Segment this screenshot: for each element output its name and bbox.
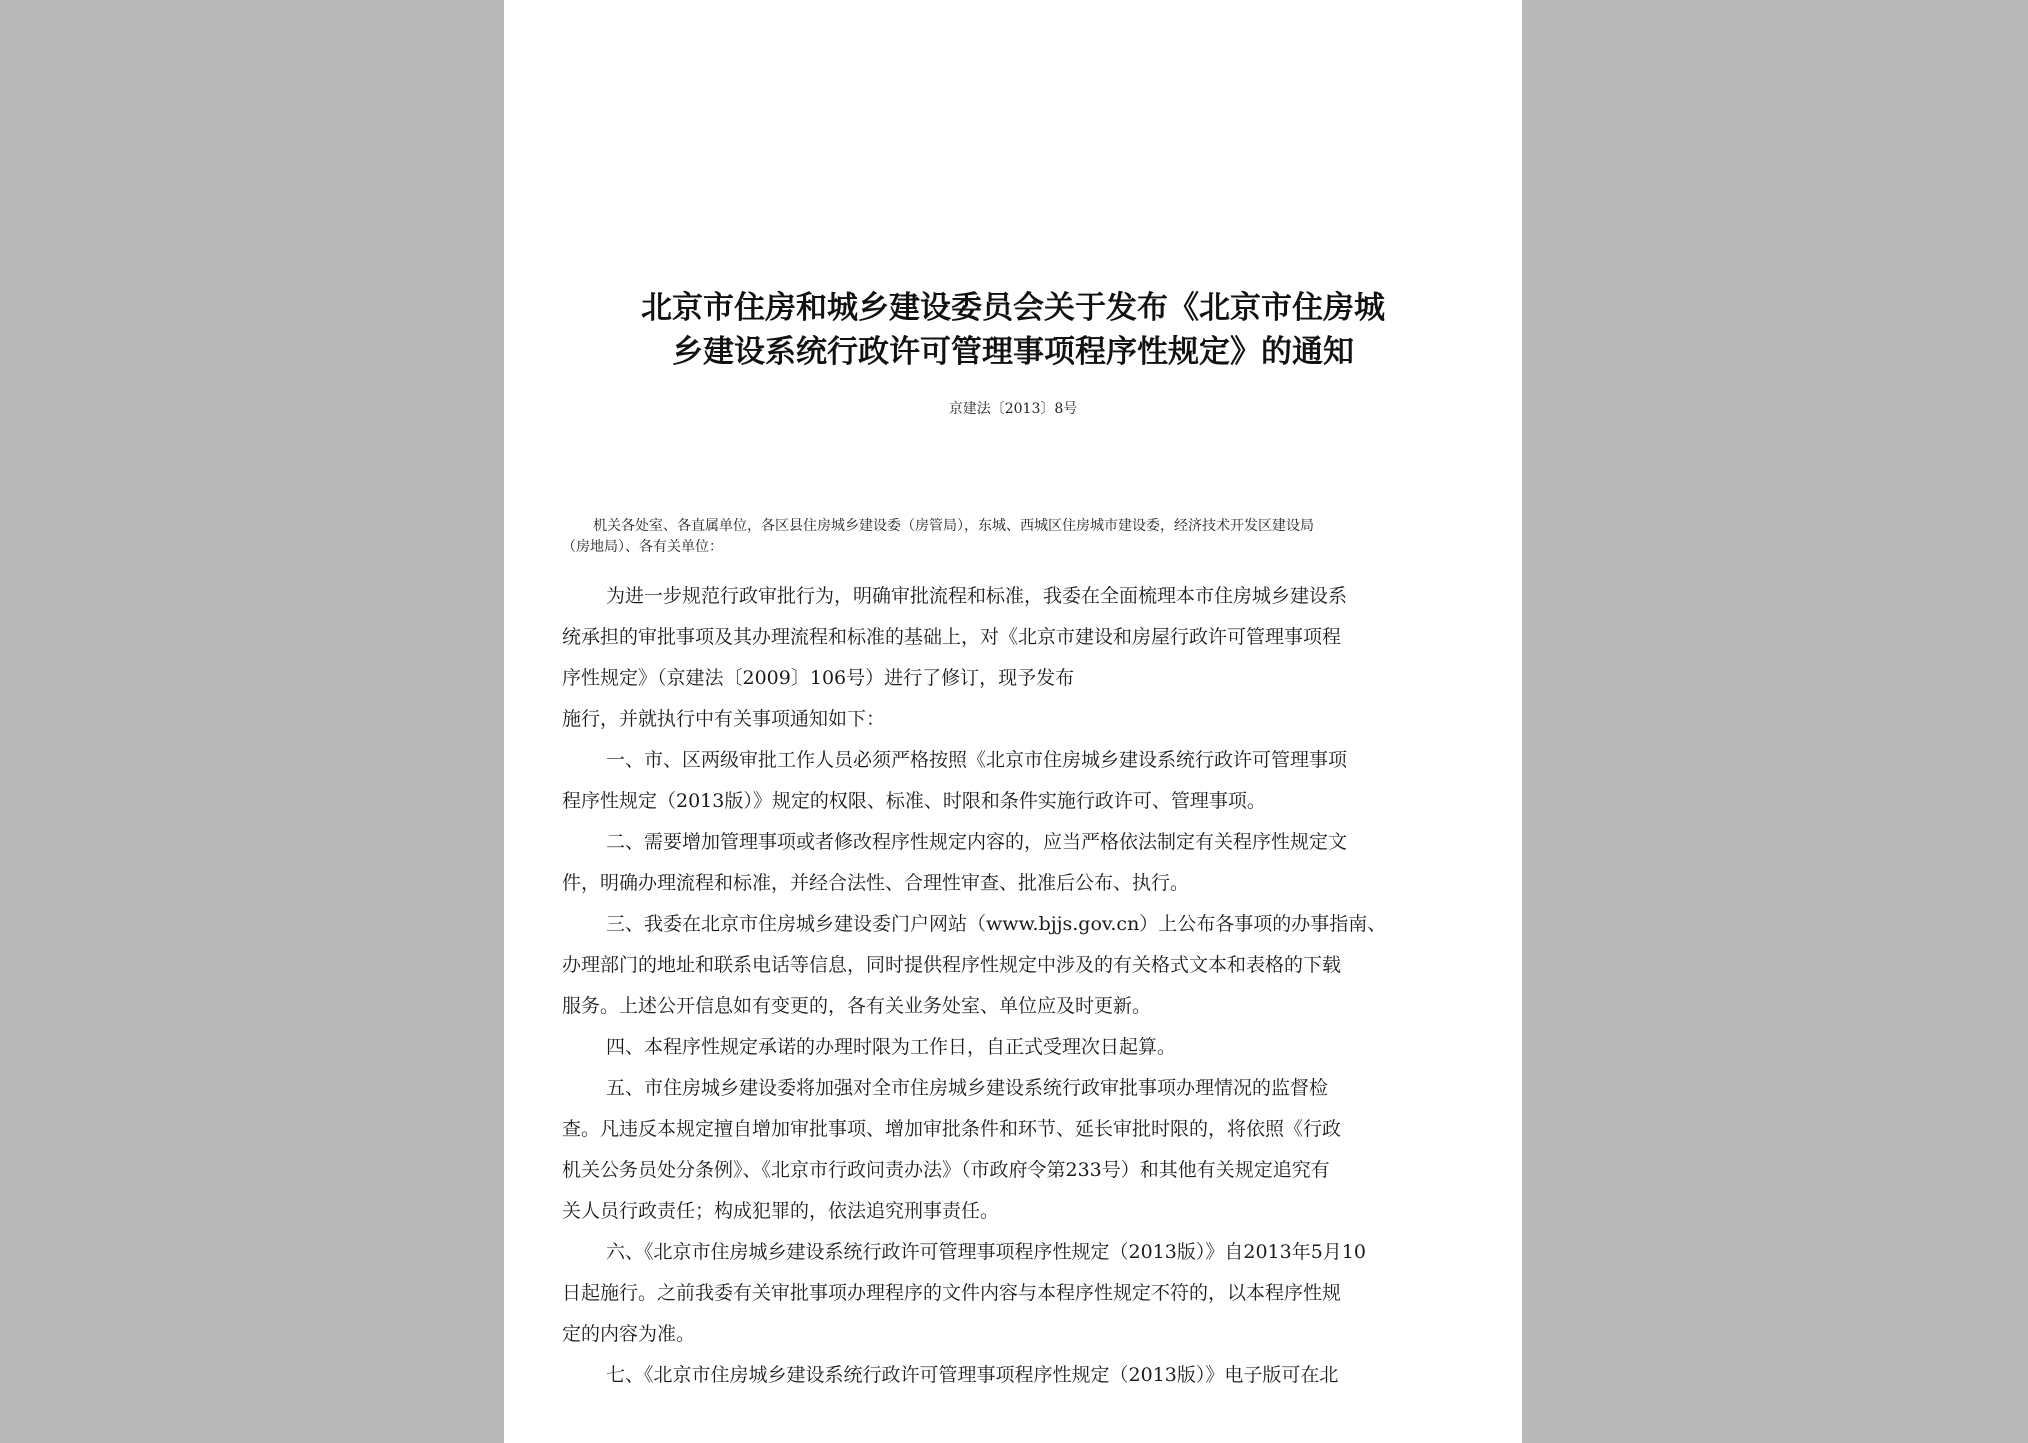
body-line: 程序性规定（2013版）》规定的权限、标准、时限和条件实施行政许可、管理事项。 [562,790,1266,812]
body-line: 定的内容为准。 [562,1323,696,1345]
title-line: 乡建设系统行政许可管理事项程序性规定》的通知 [672,334,1354,370]
body-line: 服务。上述公开信息如有变更的，各有关业务处室、单位应及时更新。 [562,995,1152,1017]
body-line: 七、《北京市住房城乡建设系统行政许可管理事项程序性规定（2013版）》电子版可在北 [606,1364,1339,1386]
body-line: 四、本程序性规定承诺的办理时限为工作日，自正式受理次日起算。 [606,1036,1177,1058]
body-line: 序性规定》（京建法〔2009〕106号）进行了修订，现予发布 [562,667,1075,689]
body-line: 日起施行。之前我委有关审批事项办理程序的文件内容与本程序性规定不符的，以本程序性规 [562,1282,1342,1304]
document-number: 京建法〔2013〕8号 [948,401,1078,417]
body-line: 机关公务员处分条例》、《北京市行政问责办法》（市政府令第233号）和其他有关规定追究有 [562,1159,1330,1181]
body-line: 关人员行政责任；构成犯罪的，依法追究刑事责任。 [562,1200,1000,1222]
document-page [504,0,1522,1443]
body-line: 查。凡违反本规定擅自增加审批事项、增加审批条件和环节、延长审批时限的，将依照《行政 [562,1118,1342,1140]
body-line: 办理部门的地址和联系电话等信息，同时提供程序性规定中涉及的有关格式文本和表格的下载 [562,954,1342,976]
body-line: 二、需要增加管理事项或者修改程序性规定内容的，应当严格依法制定有关程序性规定文 [606,831,1348,853]
body-line: 为进一步规范行政审批行为，明确审批流程和标准，我委在全面梳理本市住房城乡建设系 [606,585,1348,607]
body-line: 六、《北京市住房城乡建设系统行政许可管理事项程序性规定（2013版）》自2013年5月10 [606,1241,1366,1263]
body-line: 五、市住房城乡建设委将加强对全市住房城乡建设系统行政审批事项办理情况的监督检 [606,1077,1329,1099]
body-line: 一、市、区两级审批工作人员必须严格按照《北京市住房城乡建设系统行政许可管理事项 [606,749,1348,771]
body-line: 三、我委在北京市住房城乡建设委门户网站（www.bjjs.gov.cn）上公布各事项的办事指南、 [606,913,1387,935]
body-line: 件，明确办理流程和标准，并经合法性、合理性审查、批准后公布、执行。 [562,872,1190,894]
body-line: 施行，并就执行中有关事项通知如下： [562,708,886,730]
body-line: 统承担的审批事项及其办理流程和标准的基础上，对《北京市建设和房屋行政许可管理事项程 [562,626,1342,648]
title-line: 北京市住房和城乡建设委员会关于发布《北京市住房城 [641,290,1385,326]
addressees-line: （房地局）、各有关单位： [562,539,723,555]
addressees [562,516,1466,558]
document-body [562,576,1466,1396]
addressees-line: 机关各处室、各直属单位，各区县住房城乡建设委（房管局），东城、西城区住房城市建设委，经济技术开发区建设局 [593,518,1314,534]
document-title [504,286,1522,374]
